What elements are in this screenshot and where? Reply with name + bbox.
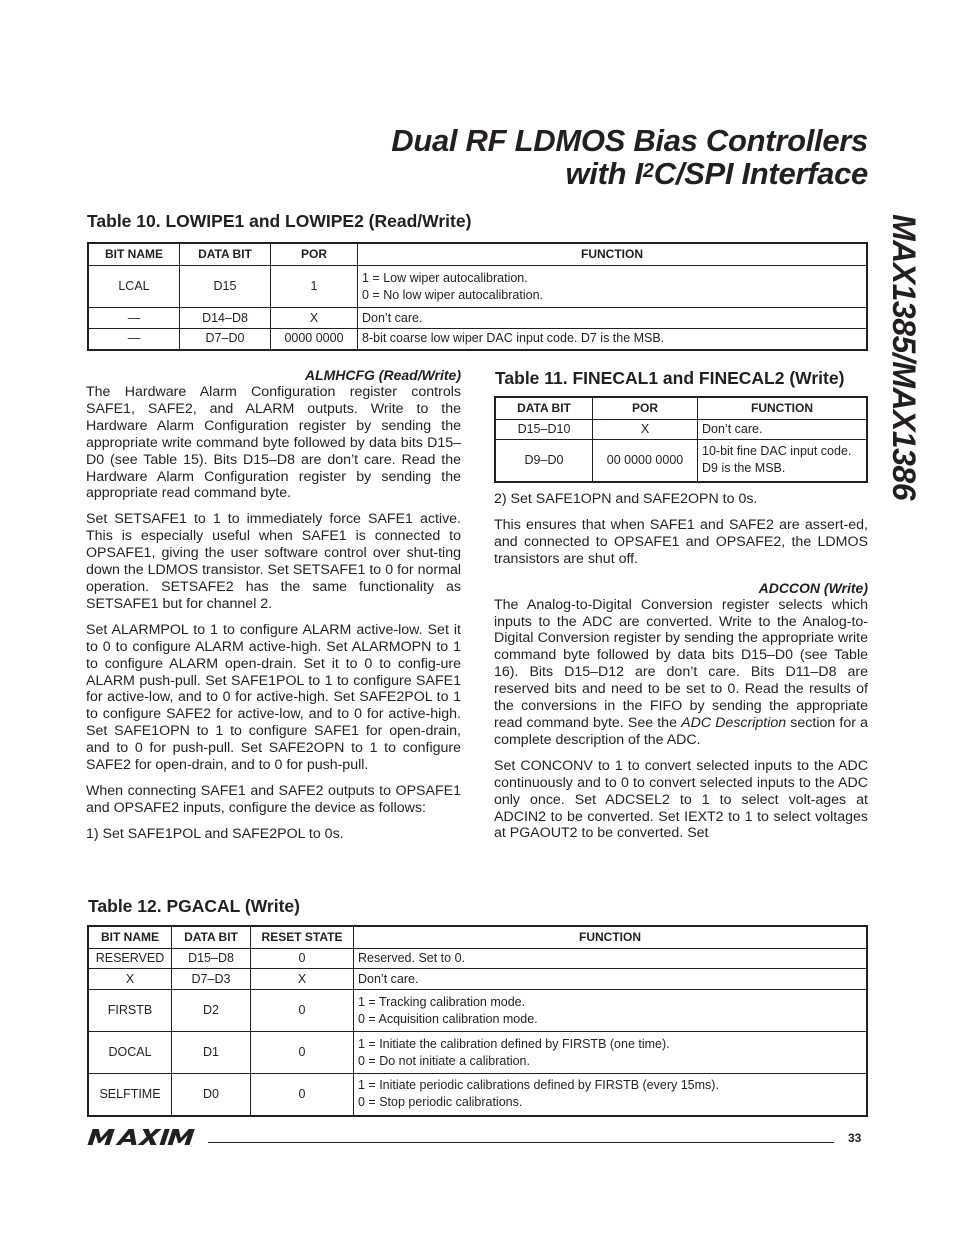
table-header-cell: FUNCTION <box>354 926 868 949</box>
cell-line: D9 is the MSB. <box>702 461 786 476</box>
paragraph: When connecting SAFE1 and SAFE2 outputs to OPSAFE1 and OPSAFE2 inputs, configure the device as follows: <box>86 782 461 816</box>
section-subhead-adccon: ADCCON (Write) <box>758 579 868 596</box>
table12 <box>87 925 868 1117</box>
table-cell: D15–D8 <box>172 949 251 969</box>
table-cell: — <box>88 308 180 329</box>
paragraph: Set ALARMPOL to 1 to configure ALARM active-low. Set it to 0 to configure ALARM active-high. Set ALARMOPN to 1 to configure ALARM open-drain. Set it to 0 to config-ure ALARM push-pull. Set SAFE1POL to 1 to configure SAFE1 for active-low, and to 0 for active-high. Set SAFE2POL to 1 to configure SAFE2 for active-low, and to 0 for active-high. Set SAFE1OPN to 1 to configure SAFE1 for open-drain, and to 0 for push-pull. Set SAFE2OPN to 1 to configure SAFE2 for open-drain, and to 0 for push-pull. <box>86 621 461 774</box>
table-cell: D0 <box>172 1074 251 1116</box>
table-cell: FIRSTB <box>88 990 172 1032</box>
table-row <box>495 420 867 440</box>
table-cell <box>354 1032 868 1074</box>
table-cell: 0 <box>251 1032 354 1074</box>
paragraph: Set SETSAFE1 to 1 to immediately force SAFE1 active. This is especially useful when SAFE1 is connected to OPSAFE1, giving the user software control over shut-ting down the LDMOS transistor. Set SETSAFE1 to 0 for normal operation. SETSAFE2 has the same functionality as SETSAFE1 but for channel 2. <box>86 511 461 612</box>
table-cell: X <box>88 969 172 990</box>
cell-line: 0 = Acquisition calibration mode. <box>358 1011 538 1026</box>
footer-rule <box>208 1142 834 1143</box>
table-cell: 0000 0000 <box>271 329 358 350</box>
table-header-row <box>495 397 867 420</box>
table-row <box>88 990 867 1032</box>
table10 <box>87 242 868 351</box>
table-header-row <box>88 243 867 266</box>
table-row <box>88 308 867 329</box>
paragraph: This ensures that when SAFE1 and SAFE2 are assert-ed, and connected to OPSAFE1 and OPSAFE2, the LDMOS transistors are shut off. <box>494 516 868 567</box>
table-cell: D9–D0 <box>495 440 593 482</box>
table-cell: D15–D10 <box>495 420 593 440</box>
paragraph: Set CONCONV to 1 to convert selected inputs to the ADC continuously and to 0 to convert selected inputs to the ADC only once. Set ADCSEL2 to 1 to select volt-ages at ADCIN2 to be converted. Set IEXT2 to 1 to select voltages at PGAOUT2 to be converted. Set <box>494 757 868 842</box>
cell-line: 1 = Initiate the calibration defined by FIRSTB (one time). <box>358 1036 670 1051</box>
table-cell: D14–D8 <box>180 308 271 329</box>
table-cell <box>698 440 868 482</box>
table-cell: D2 <box>172 990 251 1032</box>
maxim-logo <box>87 1128 199 1151</box>
table-cell: DOCAL <box>88 1032 172 1074</box>
table-row <box>88 1074 867 1116</box>
table-cell: Don’t care. <box>358 308 868 329</box>
table-cell: Reserved. Set to 0. <box>354 949 868 969</box>
paragraph: The Hardware Alarm Configuration register controls SAFE1, SAFE2, and ALARM outputs. Write to the Hardware Alarm Configuration register by sending the appropriate write command byte followed by data bits D15–D0 (see Table 15). Bits D15–D8 are don’t care. Read the Hardware Alarm Configuration register by sending the appropriate read command byte. <box>86 384 461 502</box>
table-cell: Don’t care. <box>698 420 868 440</box>
table-row <box>88 329 867 350</box>
table-row <box>88 1032 867 1074</box>
table11-caption: Table 11. FINECAL1 and FINECAL2 (Write) <box>495 368 845 388</box>
table-cell: 8-bit coarse low wiper DAC input code. D7 is the MSB. <box>358 329 868 350</box>
table-cell: D7–D3 <box>172 969 251 990</box>
table-cell: 0 <box>251 949 354 969</box>
table-header-cell: POR <box>271 243 358 266</box>
table-cell: 00 0000 0000 <box>593 440 698 482</box>
side-part-number <box>872 214 930 554</box>
page-title <box>300 124 868 190</box>
table-cell: 1 <box>271 266 358 308</box>
cell-line: 0 = Stop periodic calibrations. <box>358 1095 523 1110</box>
table-cell: Don’t care. <box>354 969 868 990</box>
cell-line: 0 = Do not initiate a calibration. <box>358 1053 530 1068</box>
table11 <box>494 396 868 483</box>
paragraph-text: section for a complete description of the ADC. <box>494 714 868 748</box>
table10-caption: Table 10. LOWIPE1 and LOWIPE2 (Read/Write) <box>87 211 472 231</box>
table-header-cell: BIT NAME <box>88 926 172 949</box>
table-cell <box>358 266 868 308</box>
cell-line: 1 = Low wiper autocalibration. <box>362 270 528 285</box>
table-header-cell: RESET STATE <box>251 926 354 949</box>
cell-line: 10-bit fine DAC input code. <box>702 444 852 459</box>
title-line-2-pre: with I <box>565 156 643 191</box>
paragraph: 1) Set SAFE1POL and SAFE2POL to 0s. <box>86 825 344 842</box>
table-header-cell: DATA BIT <box>495 397 593 420</box>
table-cell: 0 <box>251 990 354 1032</box>
table-cell <box>354 1074 868 1116</box>
maxim-logo-icon <box>87 1128 199 1146</box>
table-cell: X <box>271 308 358 329</box>
table-row <box>495 440 867 482</box>
side-part-number-text: MAX1385/MAX1386 <box>886 214 922 500</box>
table-header-cell: DATA BIT <box>172 926 251 949</box>
title-superscript: 2 <box>642 160 654 182</box>
table-cell: X <box>593 420 698 440</box>
italic-reference: ADC Description <box>681 714 787 731</box>
paragraph <box>494 597 868 749</box>
table-cell: 0 <box>251 1074 354 1116</box>
table-cell: LCAL <box>88 266 180 308</box>
table-header-cell: POR <box>593 397 698 420</box>
table-row <box>88 266 867 308</box>
table-cell: D7–D0 <box>180 329 271 350</box>
table-row <box>88 949 867 969</box>
table-header-cell: FUNCTION <box>358 243 868 266</box>
table-header-cell: FUNCTION <box>698 397 868 420</box>
left-column <box>86 367 461 852</box>
cell-line: 0 = No low wiper autocalibration. <box>362 287 543 302</box>
cell-line: 1 = Initiate periodic calibrations defined by FIRSTB (every 15ms). <box>358 1078 719 1093</box>
title-line-2 <box>300 157 868 190</box>
right-column <box>494 491 868 851</box>
table-cell <box>354 990 868 1032</box>
table-cell: D15 <box>180 266 271 308</box>
title-line-2-post: C/SPI Interface <box>653 156 868 191</box>
table-cell: RESERVED <box>88 949 172 969</box>
table-header-cell: DATA BIT <box>180 243 271 266</box>
paragraph: 2) Set SAFE1OPN and SAFE2OPN to 0s. <box>494 491 758 507</box>
title-line-1: Dual RF LDMOS Bias Controllers <box>391 123 868 158</box>
table-cell: SELFTIME <box>88 1074 172 1116</box>
cell-line: 1 = Tracking calibration mode. <box>358 994 526 1009</box>
section-subhead-almhcfg: ALMHCFG (Read/Write) <box>304 367 461 383</box>
page-number: 33 <box>848 1131 862 1145</box>
table-header-cell: BIT NAME <box>88 243 180 266</box>
table-cell: X <box>251 969 354 990</box>
table-header-row <box>88 926 867 949</box>
table12-caption: Table 12. PGACAL (Write) <box>88 896 300 916</box>
paragraph-text: The Analog-to-Digital Conversion register selects which inputs to the ADC are converted. Write to the Analog-to-Digital Conversion register by sending the appropriate write command byte followed by data bits D15–D0 (see Table 16). Bits D15–D12 are don’t care. Bits D11–D8 are reserved bits and need to be set to 0. Read the results of the conversions in the FIFO by sending the appropriate read command byte. See the <box>494 596 868 731</box>
table-cell: — <box>88 329 180 350</box>
table-cell: D1 <box>172 1032 251 1074</box>
table-row <box>88 969 867 990</box>
